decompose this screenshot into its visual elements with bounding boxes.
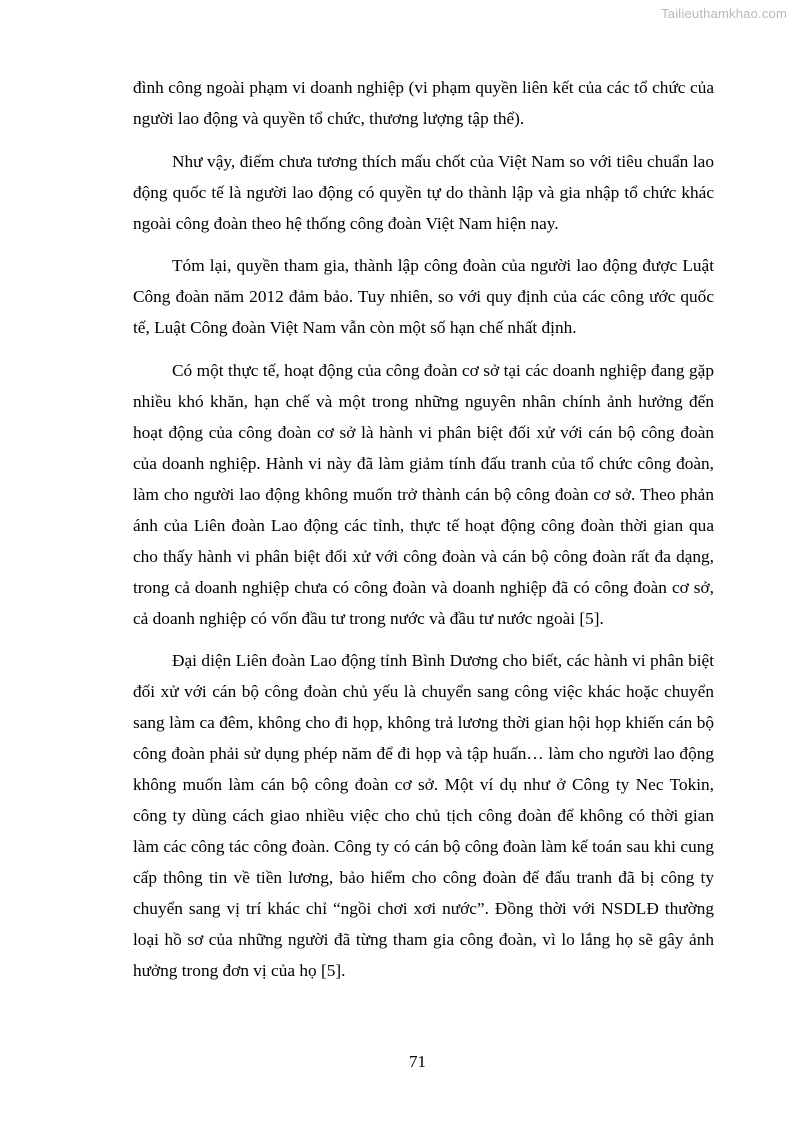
paragraph-discrimination: Có một thực tế, hoạt động của công đoàn cơ sở tại các doanh nghiệp đang gặp nhiều khó khăn, hạn chế và một trong những nguyên nhân chính ảnh hưởng đến hoạt động của công đoàn cơ sở là hành vi phân biệt đối xử với cán bộ công đoàn của doanh nghiệp. Hành vi này đã làm giảm tính đấu tranh của tổ chức công đoàn, làm cho người lao động không muốn trở thành cán bộ công đoàn cơ sở. Theo phản ánh của Liên đoàn Lao động các tỉnh, thực tế hoạt động công đoàn thời gian qua cho thấy hành vi phân biệt đối xử với công đoàn và cán bộ công đoàn rất đa dạng, trong cả doanh nghiệp chưa có công đoàn và doanh nghiệp đã có công đoàn cơ sở, cả doanh nghiệp có vốn đầu tư trong nước và đầu tư nước ngoài [5]. bbox=[133, 360, 714, 628]
paragraph-continuation: đình công ngoài phạm vi doanh nghiệp (vi phạm quyền liên kết của các tổ chức của người lao động và quyền tổ chức, thương lượng tập thể). bbox=[133, 78, 714, 128]
watermark-text: Tailieuthamkhao.com bbox=[661, 6, 787, 21]
paragraph-binh-duong: Đại diện Liên đoàn Lao động tỉnh Bình Dương cho biết, các hành vi phân biệt đối xử với cán bộ công đoàn chủ yếu là chuyển sang công việc khác hoặc chuyển sang làm ca đêm, không cho đi họp, không trả lương thời gian hội họp khiến cán bộ công đoàn phải sử dụng phép năm để đi họp và tập huấn… làm cho người lao động không muốn làm cán bộ công đoàn cơ sở. Một ví dụ như ở Công ty Nec Tokin, công ty dùng cách giao nhiều việc cho chủ tịch công đoàn để không có thời gian làm các công tác công đoàn. Công ty có cán bộ công đoàn làm kế toán sau khi cung cấp thông tin về tiền lương, bảo hiểm cho công đoàn để đấu tranh đã bị công ty chuyển sang vị trí khác chỉ “ngồi chơi xơi nước”. Đồng thời với NSDLĐ thường loại hồ sơ của những người đã từng tham gia công đoàn, vì lo lắng họ sẽ gây ảnh hưởng trong đơn vị của họ [5]. bbox=[133, 651, 714, 980]
paragraph-summary: Tóm lại, quyền tham gia, thành lập công đoàn của người lao động được Luật Công đoàn năm 2012 đảm bảo. Tuy nhiên, so với quy định của các công ước quốc tế, Luật Công đoàn Việt Nam vẫn còn một số hạn chế nhất định. bbox=[133, 256, 714, 337]
paragraph-compatibility: Như vậy, điểm chưa tương thích mấu chốt của Việt Nam so với tiêu chuẩn lao động quốc tế là người lao động có quyền tự do thành lập và gia nhập tổ chức khác ngoài công đoàn theo hệ thống công đoàn Việt Nam hiện nay. bbox=[133, 151, 714, 233]
document-body bbox=[133, 72, 714, 986]
page-number: 71 bbox=[409, 1052, 426, 1071]
